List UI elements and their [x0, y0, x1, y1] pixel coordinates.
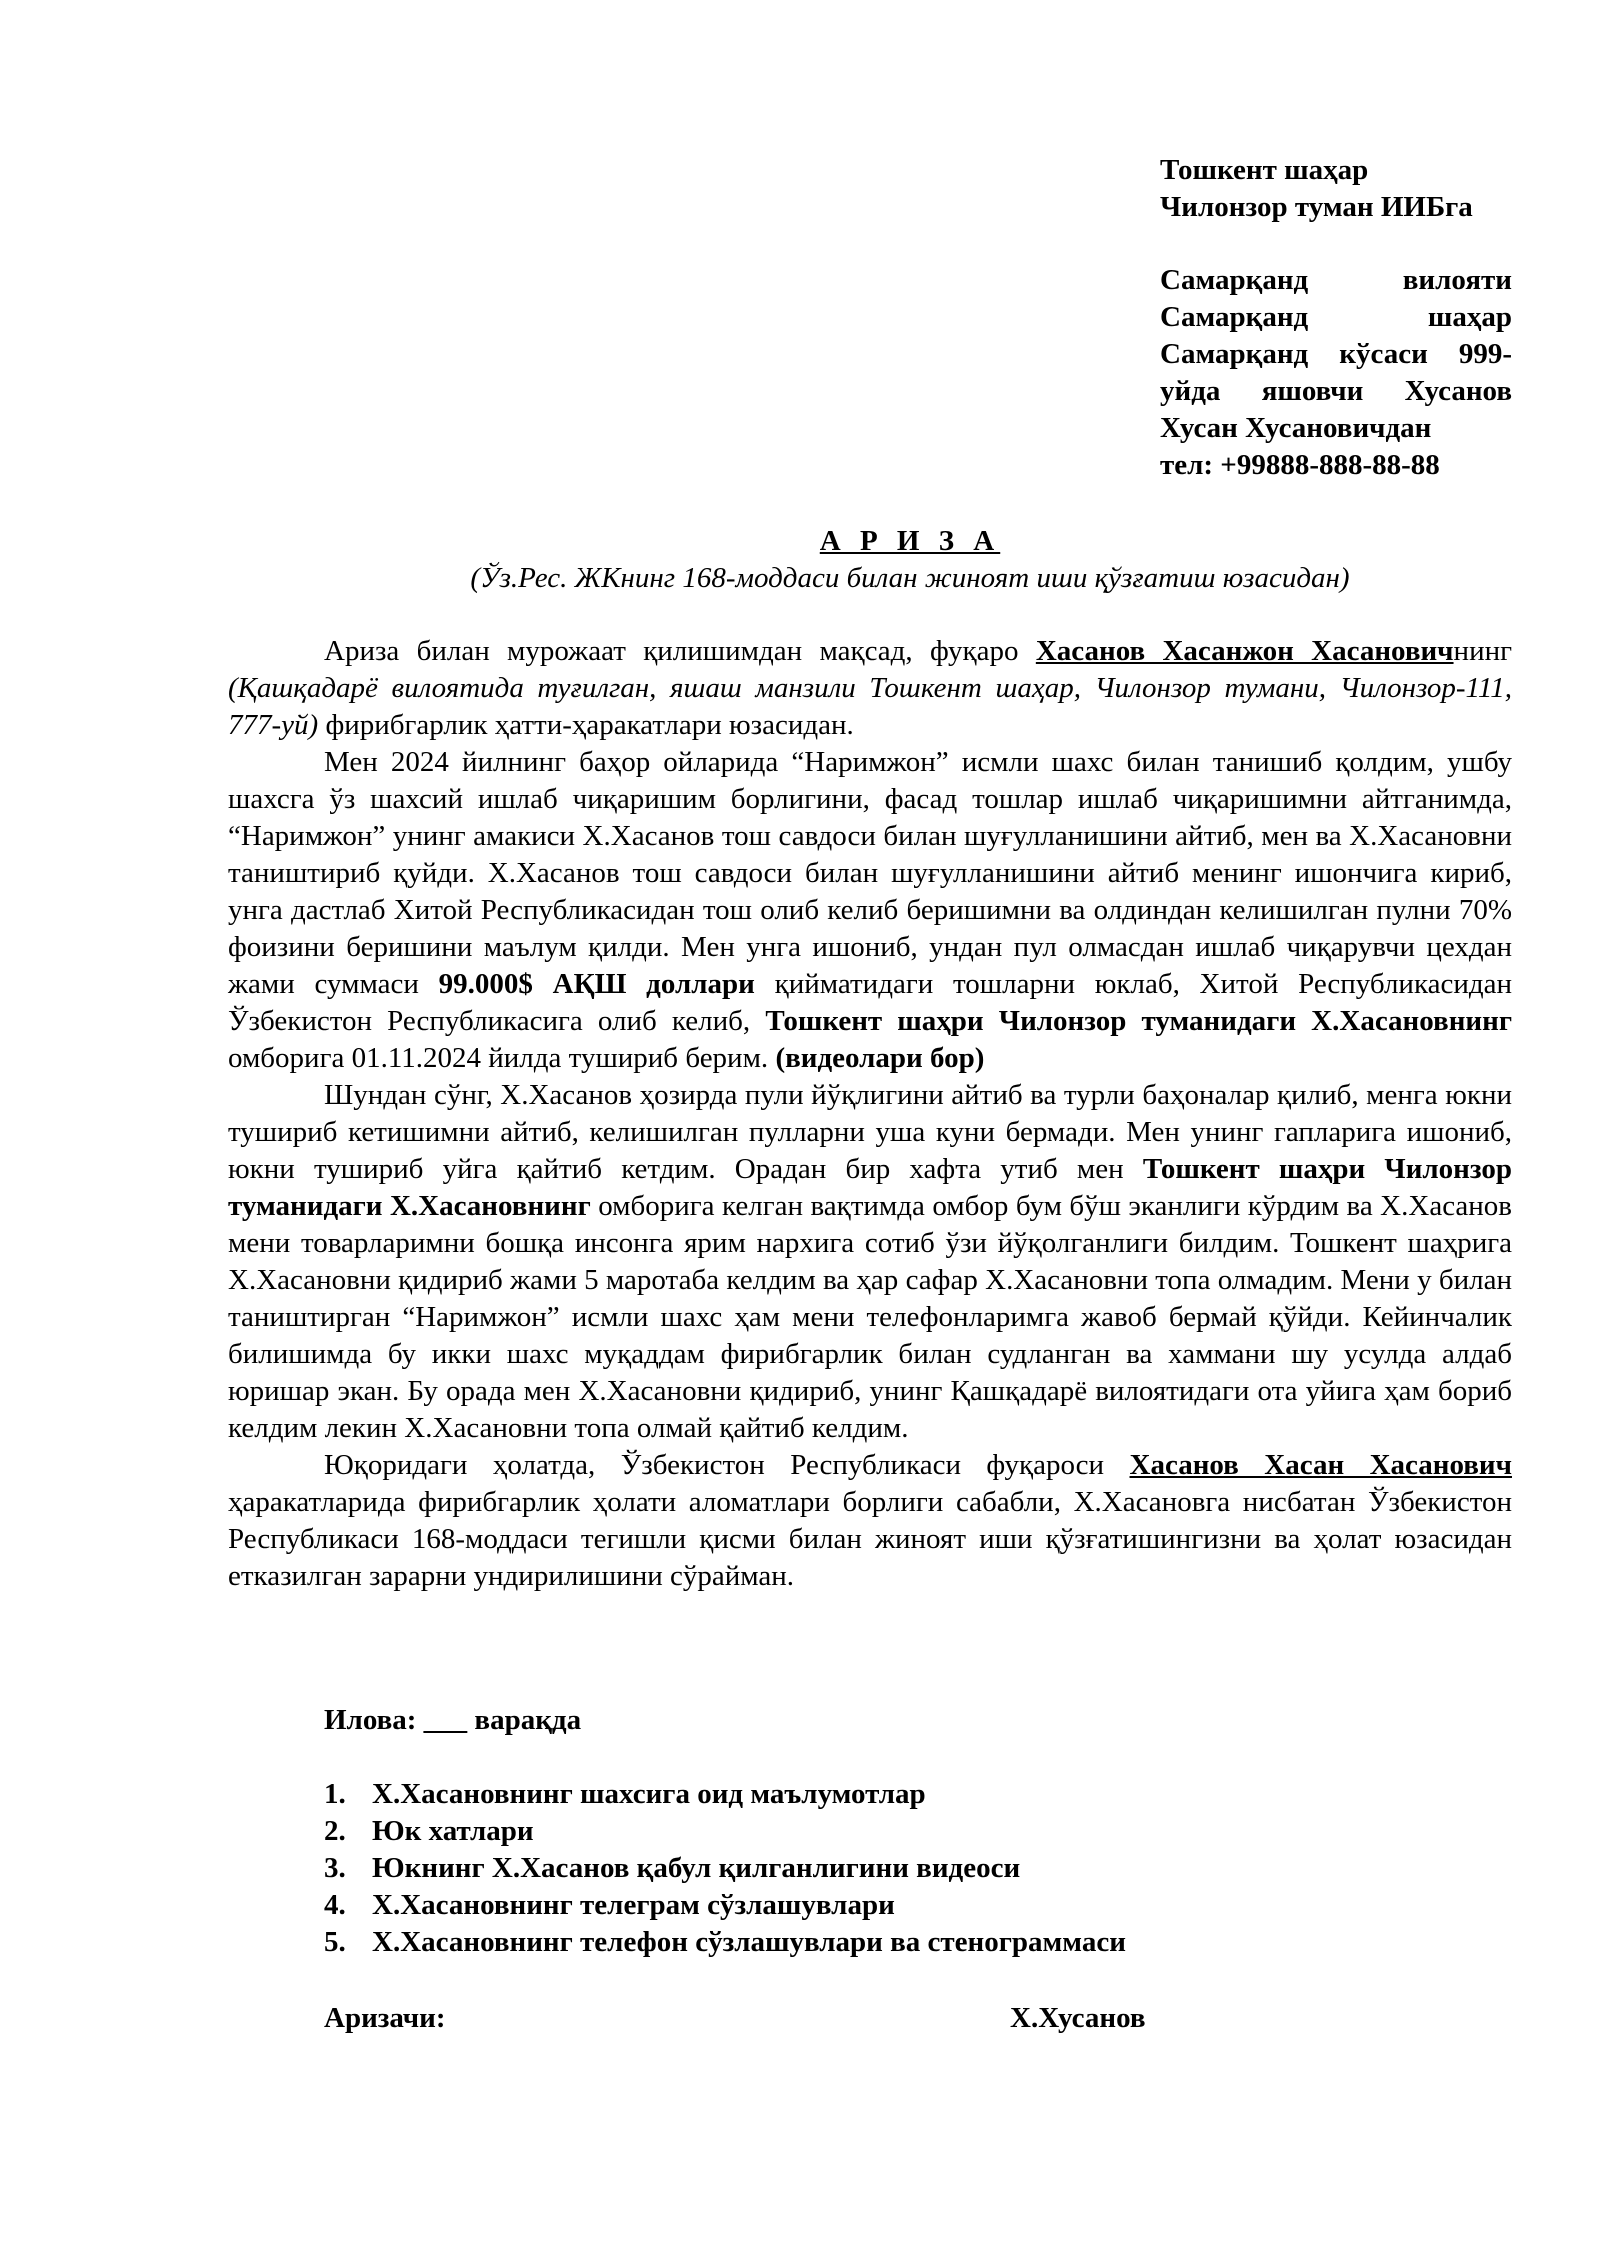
sender-word: Самарқанд — [1160, 301, 1309, 333]
list-item — [324, 1850, 1126, 1887]
text-run: қийматидаги тошларни юклаб, Хитой Республикасидан Ўзбекистон Республикасига олиб келиб, — [228, 968, 1513, 1037]
paragraph-1 — [228, 633, 1512, 744]
paragraph-2 — [228, 744, 1512, 1077]
sender-word: кўсаси — [1339, 338, 1428, 370]
list-item — [324, 1776, 1126, 1813]
list-item — [324, 1924, 1126, 1961]
text-run: фирибгарлик ҳатти-ҳаракатлари юзасидан. — [318, 709, 854, 741]
sender-line-4 — [1160, 373, 1512, 410]
text-run: Мен 2024 йилнинг баҳор ойларида “Наримжон” исмли шахс билан танишиб қолдим, ушбу шахсга ўз шахсий ишлаб чиқаришим борлигини, фасад тошлар ишлаб чиқаришимни айтганимда, “Наримжон” унинг амакиси Х.Хасанов тош савдоси билан шуғулланишини айтиб, мен ва Х.Хасановни таништириб қуйди. Х.Хасанов тош савдоси билан шуғулланишини айтиб менинг ишончига кириб, унга дастлаб Хитой Республикасидан тош олиб келиб беришимни ва олдиндан келишилган пулни 70% фоизини беришини маълум қилди. Мен унга ишониб, ундан пул олмасдан ишлаб чиқарувчи цехдан жами суммаси — [228, 746, 1512, 1000]
list-number: 5. — [324, 1926, 346, 1958]
document-body — [228, 633, 1512, 1595]
sender-word: 999- — [1458, 338, 1512, 370]
location-text: Тошкент шаҳри Чилонзор туманидаги Х.Хасановнинг — [228, 1153, 1512, 1222]
recipient-line-1: Тошкент шаҳар — [1160, 154, 1369, 186]
accused-name: Хасанов Хасан Хасанович — [1129, 1449, 1512, 1481]
location-text: Тошкент шаҳри Чилонзор туманидаги Х.Хасановнинг — [765, 1005, 1512, 1037]
list-number: 1. — [324, 1778, 346, 1810]
recipient-line-2: Чилонзор туман ИИБга — [1160, 191, 1473, 223]
text-run: Шундан сўнг, Х.Хасанов ҳозирда пули йўқлигини айтиб ва турли баҳоналар қилиб, менга юкни тушириб кетишимни айтиб, келишилган пулларни уша куни бермади. Мен унинг гапларига ишониб, юкни тушириб уйга қайтиб кетдим. Орадан бир хафта утиб мен — [228, 1079, 1512, 1185]
text-run: Ариза билан мурожаат қилишимдан мақсад, фуқаро — [324, 635, 1036, 667]
sender-word: Самарқанд — [1160, 264, 1309, 296]
sender-word: Самарқанд — [1160, 338, 1309, 370]
list-text: Юк хатлари — [372, 1815, 534, 1847]
attachments-list — [324, 1776, 1126, 1961]
list-text: Х.Хасановнинг телефон сўзлашувлари ва стенограммаси — [372, 1926, 1126, 1958]
accused-details: (Қашқадарё вилоятида туғилган, яшаш манзили Тошкент шаҳар, Чилонзор тумани, Чилонзор-111, 777-уй) — [228, 672, 1512, 741]
list-text: Юкнинг Х.Хасанов қабул қилганлигини видеоси — [372, 1852, 1021, 1884]
attachments-label: Илова: ___ варақда — [324, 1704, 582, 1736]
text-run: Юқоридаги ҳолатда, Ўзбекистон Республикаси фуқароси — [324, 1449, 1130, 1481]
sender-word: шаҳар — [1427, 301, 1512, 333]
document-title: А Р И З А — [819, 525, 1001, 557]
sender-word: вилояти — [1402, 264, 1512, 296]
accused-name: Хасанов Хасанжон Хасанович — [1035, 635, 1454, 667]
text-run: нинг — [1453, 635, 1512, 667]
sender-line-2 — [1160, 299, 1512, 336]
paragraph-4 — [228, 1447, 1512, 1595]
sender-word: яшовчи — [1261, 375, 1364, 407]
sender-phone: тел: +99888-888-88-88 — [1160, 449, 1440, 481]
sender-word: Хусанов — [1404, 375, 1512, 407]
text-run: омборига келган вақтимда омбор бум бўш эканлиги кўрдим ва Х.Хасанов мени товарларимни бошқа инсонга ярим нархига сотиб ўзи йўқолганлиги билдим. Тошкент шаҳрига Х.Хасановни қидириб жами 5 маротаба келдим ва ҳар сафар Х.Хасановни топа олмадим. Мени у билан таништирган “Наримжон” исмли шахс ҳам мени телефонларимга жавоб бермай қўйди. Кейинчалик билишимда бу икки шахс муқаддам фирибгарлик билан судланган ва хаммани шу усулда алдаб юришар экан. Бу орада мен Х.Хасановни қидириб, унинг Қашқадарё вилоятидаги ота уйига ҳам бориб келдим лекин Х.Хасановни топа олмай қайтиб келдим. — [228, 1190, 1513, 1444]
list-item — [324, 1813, 1126, 1850]
list-number: 3. — [324, 1852, 346, 1884]
text-run: омборига 01.11.2024 йилда тушириб берим. — [228, 1042, 776, 1074]
text-run: ҳаракатларида фирибгарлик ҳолати аломатлари борлиги сабабли, Х.Хасановга нисбатан Ўзбекистон Республикаси 168-моддаси тегишли қисми билан жиноят иши қўзғатишингизни ва ҳолат юзасидан етказилган зарарни ундирилишини сўрайман. — [228, 1486, 1512, 1592]
paragraph-3 — [228, 1077, 1512, 1447]
list-number: 2. — [324, 1815, 346, 1847]
sender-word: уйда — [1160, 375, 1221, 407]
list-item — [324, 1887, 1126, 1924]
recipient-block — [1160, 152, 1473, 226]
list-text: Х.Хасановнинг шахсига оид маълумотлар — [372, 1778, 926, 1810]
sender-block — [1160, 262, 1512, 484]
applicant-label: Аризачи: — [324, 2002, 446, 2034]
amount-text: 99.000$ АҚШ доллари — [438, 968, 755, 1000]
list-number: 4. — [324, 1889, 346, 1921]
sender-line-3 — [1160, 336, 1512, 373]
sender-line-1 — [1160, 262, 1512, 299]
applicant-name: Х.Хусанов — [1010, 2002, 1146, 2034]
evidence-note: (видеолари бор) — [775, 1042, 985, 1074]
sender-line-5: Хусан Хусановичдан — [1160, 412, 1432, 444]
list-text: Х.Хасановнинг телеграм сўзлашувлари — [372, 1889, 895, 1921]
document-subtitle: (Ўз.Рес. ЖКнинг 168-моддаси билан жиноят иши қўзғатиш юзасидан) — [470, 562, 1350, 594]
